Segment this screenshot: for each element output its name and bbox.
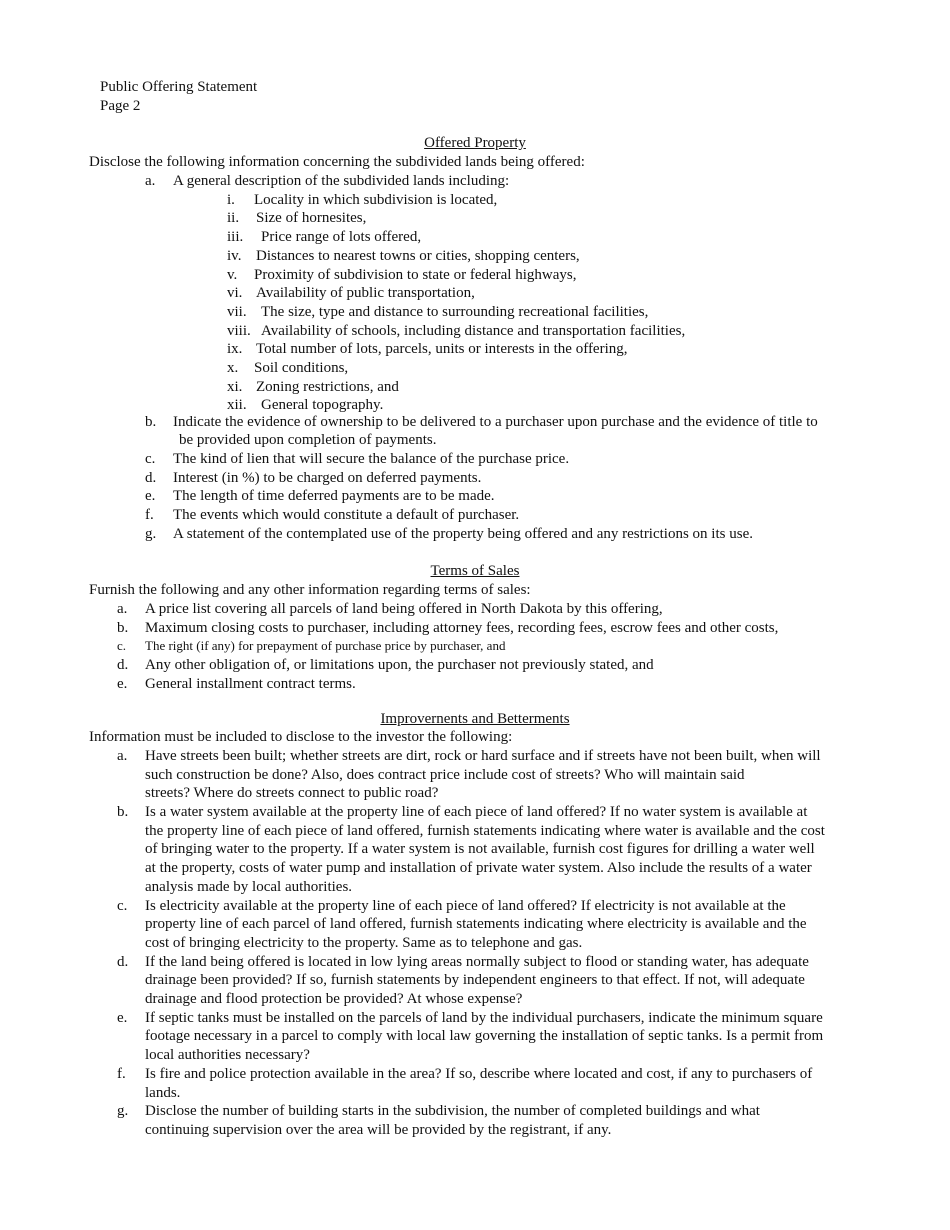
subitem-text: Price range of lots offered,	[261, 229, 422, 246]
item-marker: e.	[117, 1009, 128, 1026]
item-line: The kind of lien that will secure the balance of the purchase price.	[173, 450, 570, 467]
item-marker: a.	[117, 748, 128, 764]
item-marker: g.	[117, 1103, 129, 1120]
subitem-text: Total number of lots, parcels, units or interests in the offering,	[256, 341, 628, 358]
item-marker: e.	[145, 488, 156, 505]
item-marker: g.	[145, 525, 157, 542]
item-marker: e.	[117, 675, 128, 692]
subitem-marker: vi.	[227, 285, 243, 302]
item-line: Have streets been built; whether streets are dirt, rock or hard surface and if streets have not been built, when will	[145, 748, 821, 764]
item-line: Indicate the evidence of ownership to be delivered to a purchaser upon purchase and the evidence of title to	[173, 413, 818, 430]
item-text: The right (if any) for prepayment of purchase price by purchaser, and	[145, 638, 506, 654]
item-marker: b.	[117, 619, 129, 636]
section-title-terms-of-sales: Terms of Sales	[430, 563, 520, 579]
item-line: The length of time deferred payments are to be made.	[173, 488, 495, 505]
item-marker: d.	[117, 657, 129, 674]
subitem-marker: ii.	[227, 210, 240, 227]
subitem-marker: x.	[227, 360, 239, 376]
item-line: analysis made by local authorities.	[145, 878, 353, 895]
item-text: A general description of the subdivided lands including:	[173, 173, 510, 189]
item-line: streets? Where do streets connect to public road?	[145, 785, 439, 802]
subitem-marker: i.	[227, 191, 235, 208]
item-line: The events which would constitute a default of purchaser.	[173, 507, 520, 523]
subitem-marker: ix.	[227, 341, 243, 358]
item-line: Disclose the number of building starts in the subdivision, the number of completed buildings and what	[145, 1103, 760, 1120]
subitem-marker: xii.	[227, 397, 247, 414]
subitem-marker: vii.	[227, 303, 247, 320]
item-marker: f.	[145, 507, 154, 523]
item-line: drainage and flood protection be provided? At whose expense?	[145, 991, 523, 1008]
page-number: Page 2	[100, 97, 141, 114]
item-line: property line of each parcel of land offered, furnish statements indicating where electricity is available and the	[145, 916, 807, 933]
item-marker: c.	[117, 638, 127, 654]
subitem-text: Soil conditions,	[254, 360, 349, 376]
item-marker: b.	[117, 804, 129, 821]
item-line: Interest (in %) to be charged on deferred payments.	[173, 469, 482, 486]
item-line: If the land being offered is located in low lying areas normally subject to flood or standing water, has adequate	[145, 953, 809, 970]
subitem-text: Proximity of subdivision to state or federal highways,	[254, 266, 577, 283]
item-marker: f.	[117, 1065, 126, 1082]
item-line: be provided upon completion of payments.	[179, 432, 437, 449]
item-line: Is electricity available at the property line of each piece of land offered? If electricity is not available at the	[145, 897, 786, 914]
subitem-text: Size of hornesites,	[256, 210, 367, 227]
item-marker: d.	[145, 469, 157, 486]
item-marker: a.	[145, 173, 156, 189]
item-line: of bringing water to the property. If a water system is not available, furnish cost figures for drilling a water well	[145, 841, 815, 858]
subitem-marker: iii.	[227, 229, 244, 246]
subitem-marker: viii.	[227, 322, 251, 339]
item-line: local authorities necessary?	[145, 1047, 310, 1064]
subitem-marker: iv.	[227, 247, 242, 264]
section-title-improvements: Improvernents and Betterments	[380, 711, 570, 727]
terms-of-sales-intro: Furnish the following and any other information regarding terms of sales:	[89, 582, 531, 598]
item-line: continuing supervision over the area will be provided by the registrant, if any.	[145, 1121, 612, 1138]
page-header	[100, 78, 257, 115]
item-line: cost of bringing electricity to the property. Same as to telephone and gas.	[145, 934, 583, 951]
item-text: General installment contract terms.	[145, 675, 356, 692]
item-marker: c.	[117, 897, 128, 914]
subitem-text: Availability of schools, including distance and transportation facilities,	[261, 322, 686, 339]
item-text: A price list covering all parcels of land being offered in North Dakota by this offering,	[145, 601, 663, 617]
item-line: Is a water system available at the property line of each piece of land offered? If no water system is available at	[145, 804, 808, 821]
item-line: such construction be done? Also, does contract price include cost of streets? Who will maintain said	[145, 766, 745, 783]
subitem-marker: v.	[227, 266, 238, 283]
improvements-intro: Information must be included to disclose to the investor the following:	[89, 729, 513, 745]
item-line: A statement of the contemplated use of the property being offered and any restrictions on its use.	[173, 525, 753, 542]
item-text: Any other obligation of, or limitations upon, the purchaser not previously stated, and	[145, 657, 654, 674]
item-line: at the property, costs of water pump and installation of private water system. Also include the results of a water	[145, 860, 812, 877]
item-line: If septic tanks must be installed on the parcels of land by the individual purchasers, indicate the minimum square	[145, 1009, 823, 1026]
item-line: lands.	[145, 1084, 181, 1101]
item-marker: d.	[117, 953, 129, 970]
subitem-text: Zoning restrictions, and	[256, 378, 399, 395]
subitem-text: Distances to nearest towns or cities, shopping centers,	[256, 247, 580, 264]
item-text: Maximum closing costs to purchaser, including attorney fees, recording fees, escrow fees and other costs,	[145, 619, 779, 636]
item-line: Is fire and police protection available in the area? If so, describe where located and cost, if any to purchasers of	[145, 1065, 813, 1082]
item-marker: b.	[145, 413, 157, 430]
subitem-text: Locality in which subdivision is located,	[254, 191, 498, 208]
subitem-marker: xi.	[227, 378, 243, 395]
document-title: Public Offering Statement	[100, 79, 258, 95]
item-line: the property line of each piece of land offered, furnish statements indicating where water is available and the cost	[145, 822, 825, 839]
subitem-text: General topography.	[261, 397, 384, 414]
item-marker: a.	[117, 601, 128, 617]
subitem-text: Availability of public transportation,	[256, 285, 475, 302]
section-title-offered-property: Offered Property	[424, 135, 526, 151]
subitem-text: The size, type and distance to surrounding recreational facilities,	[261, 303, 649, 320]
offered-property-intro: Disclose the following information concerning the subdivided lands being offered:	[89, 154, 585, 170]
item-line: drainage been provided? If so, furnish statements by independent engineers to that effect. If not, will adequate	[145, 972, 805, 989]
item-marker: c.	[145, 450, 156, 467]
item-line: footage necessary in a parcel to comply with local law governing the installation of septic tanks. Is a permit from	[145, 1028, 824, 1045]
